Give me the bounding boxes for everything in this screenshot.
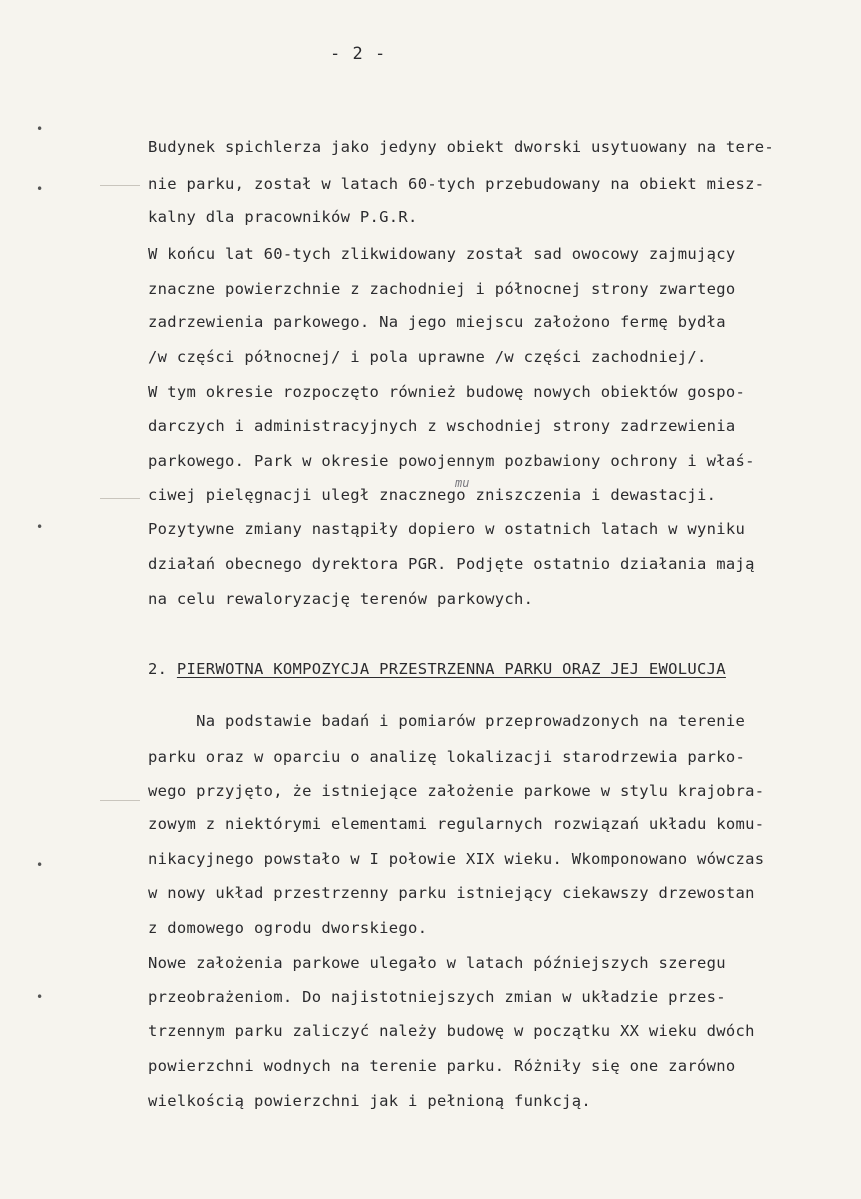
- paragraph2-line: trzennym parku zaliczyć należy budowę w początku XX wieku dwóch: [148, 1022, 755, 1040]
- margin-dot: •: [36, 858, 44, 872]
- paragraph2-line: powierzchni wodnych na terenie parku. Różniły się one zarówno: [148, 1057, 736, 1075]
- paragraph1-line: W końcu lat 60-tych zlikwidowany został sad owocowy zajmujący: [148, 245, 736, 263]
- section-title: PIERWOTNA KOMPOZYCJA PRZESTRZENNA PARKU ORAZ JEJ EWOLUCJA: [176, 660, 726, 678]
- paragraph2-line: Na podstawie badań i pomiarów przeprowadzonych na terenie: [148, 712, 746, 730]
- paragraph2-line: zowym z niektórymi elementami regularnych rozwiązań układu komu-: [148, 815, 765, 833]
- paragraph1-line: /w części północnej/ i pola uprawne /w części zachodniej/.: [148, 348, 707, 366]
- paragraph1-line: nie parku, został w latach 60-tych przebudowany na obiekt miesz-: [148, 175, 765, 193]
- page-number: - 2 -: [330, 44, 387, 64]
- paragraph2-line: wielkością powierzchni jak i pełnioną funkcją.: [148, 1092, 592, 1110]
- paragraph2-line: z domowego ogrodu dworskiego.: [148, 919, 428, 937]
- paragraph2-line: parku oraz w oparciu o analizę lokalizacji starodrzewia parko-: [148, 748, 746, 766]
- handwritten-annotation: mu: [455, 476, 470, 490]
- paragraph2-line: wego przyjęto, że istniejące założenie parkowe w stylu krajobra-: [148, 782, 765, 800]
- margin-dot: •: [36, 122, 44, 136]
- paragraph2-line: nikacyjnego powstało w I połowie XIX wieku. Wkomponowano wówczas: [148, 850, 765, 868]
- margin-mark: [100, 185, 140, 186]
- section-number: 2.: [148, 660, 168, 678]
- paragraph2-line: Nowe założenia parkowe ulegało w latach późniejszych szeregu: [148, 954, 726, 972]
- paragraph1-line: działań obecnego dyrektora PGR. Podjęte ostatnio działania mają: [148, 555, 755, 573]
- paragraph1-line: parkowego. Park w okresie powojennym pozbawiony ochrony i właś-: [148, 452, 755, 470]
- paragraph1-line: zadrzewienia parkowego. Na jego miejscu założono fermę bydła: [148, 313, 726, 331]
- margin-dot: •: [36, 990, 44, 1004]
- paragraph1-line: W tym okresie rozpoczęto również budowę nowych obiektów gospo-: [148, 383, 746, 401]
- margin-mark: [100, 800, 140, 801]
- paragraph1-line: Budynek spichlerza jako jedyny obiekt dworski usytuowany na tere-: [148, 138, 775, 156]
- section-heading: [148, 660, 726, 678]
- paragraph1-line: znaczne powierzchnie z zachodniej i północnej strony zwartego: [148, 280, 736, 298]
- paragraph1-line: kalny dla pracowników P.G.R.: [148, 208, 418, 226]
- paragraph1-line: na celu rewaloryzację terenów parkowych.: [148, 590, 534, 608]
- margin-dot: •: [36, 182, 44, 196]
- paragraph2-line: przeobrażeniom. Do najistotniejszych zmian w układzie przes-: [148, 988, 726, 1006]
- margin-dot: •: [36, 520, 44, 534]
- paragraph2-line: w nowy układ przestrzenny parku istniejący ciekawszy drzewostan: [148, 884, 755, 902]
- margin-mark: [100, 498, 140, 499]
- paragraph1-line: Pozytywne zmiany nastąpiły dopiero w ostatnich latach w wyniku: [148, 520, 746, 538]
- paragraph1-line: darczych i administracyjnych z wschodniej strony zadrzewienia: [148, 417, 736, 435]
- paragraph1-line: ciwej pielęgnacji uległ znacznego zniszczenia i dewastacji.: [148, 486, 717, 504]
